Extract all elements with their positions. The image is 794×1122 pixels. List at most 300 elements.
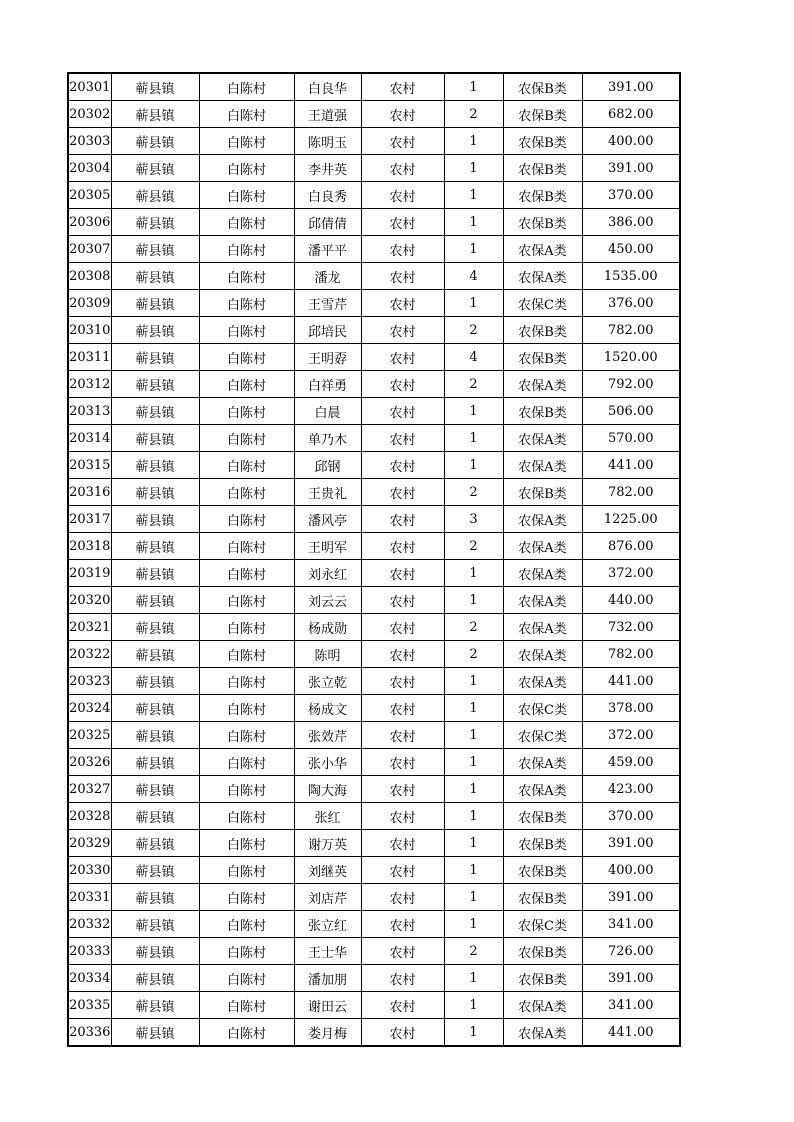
household-type-cell: 农村 <box>361 695 444 722</box>
town-cell: 蕲县镇 <box>111 857 199 884</box>
amount-cell: 400.00 <box>582 857 680 884</box>
row-id-cell: 20312 <box>68 371 111 398</box>
welfare-table <box>67 72 681 1047</box>
town-cell: 蕲县镇 <box>111 938 199 965</box>
amount-cell: 782.00 <box>582 317 680 344</box>
row-id-cell: 20331 <box>68 884 111 911</box>
amount-cell: 423.00 <box>582 776 680 803</box>
name-cell: 刘云云 <box>294 587 361 614</box>
household-type-cell: 农村 <box>361 506 444 533</box>
category-cell: 农保B类 <box>503 155 582 182</box>
town-cell: 蕲县镇 <box>111 830 199 857</box>
household-type-cell: 农村 <box>361 560 444 587</box>
town-cell: 蕲县镇 <box>111 236 199 263</box>
town-cell: 蕲县镇 <box>111 911 199 938</box>
household-type-cell: 农村 <box>361 992 444 1019</box>
category-cell: 农保B类 <box>503 803 582 830</box>
row-id-cell: 20334 <box>68 965 111 992</box>
village-cell: 白陈村 <box>199 722 294 749</box>
row-id-cell: 20333 <box>68 938 111 965</box>
village-cell: 白陈村 <box>199 614 294 641</box>
row-id-cell: 20327 <box>68 776 111 803</box>
town-cell: 蕲县镇 <box>111 992 199 1019</box>
row-id-cell: 20325 <box>68 722 111 749</box>
table-row <box>68 938 680 965</box>
category-cell: 农保A类 <box>503 614 582 641</box>
member-count-cell: 2 <box>444 641 503 668</box>
household-type-cell: 农村 <box>361 155 444 182</box>
amount-cell: 378.00 <box>582 695 680 722</box>
category-cell: 农保B类 <box>503 128 582 155</box>
town-cell: 蕲县镇 <box>111 668 199 695</box>
row-id-cell: 20305 <box>68 182 111 209</box>
member-count-cell: 1 <box>444 776 503 803</box>
row-id-cell: 20307 <box>68 236 111 263</box>
town-cell: 蕲县镇 <box>111 533 199 560</box>
name-cell: 王明军 <box>294 533 361 560</box>
household-type-cell: 农村 <box>361 749 444 776</box>
category-cell: 农保A类 <box>503 1019 582 1047</box>
member-count-cell: 2 <box>444 101 503 128</box>
table-row <box>68 857 680 884</box>
name-cell: 邱培民 <box>294 317 361 344</box>
amount-cell: 376.00 <box>582 290 680 317</box>
household-type-cell: 农村 <box>361 911 444 938</box>
name-cell: 白良秀 <box>294 182 361 209</box>
village-cell: 白陈村 <box>199 641 294 668</box>
table-row <box>68 695 680 722</box>
name-cell: 王贵礼 <box>294 479 361 506</box>
town-cell: 蕲县镇 <box>111 614 199 641</box>
category-cell: 农保A类 <box>503 371 582 398</box>
amount-cell: 370.00 <box>582 803 680 830</box>
amount-cell: 792.00 <box>582 371 680 398</box>
household-type-cell: 农村 <box>361 73 444 101</box>
category-cell: 农保B类 <box>503 101 582 128</box>
name-cell: 陈明玉 <box>294 128 361 155</box>
name-cell: 杨成文 <box>294 695 361 722</box>
category-cell: 农保B类 <box>503 398 582 425</box>
amount-cell: 782.00 <box>582 641 680 668</box>
category-cell: 农保C类 <box>503 911 582 938</box>
amount-cell: 391.00 <box>582 830 680 857</box>
table-row <box>68 992 680 1019</box>
town-cell: 蕲县镇 <box>111 641 199 668</box>
town-cell: 蕲县镇 <box>111 965 199 992</box>
town-cell: 蕲县镇 <box>111 317 199 344</box>
town-cell: 蕲县镇 <box>111 884 199 911</box>
spreadsheet-page <box>67 72 681 1047</box>
table-row <box>68 533 680 560</box>
name-cell: 张立乾 <box>294 668 361 695</box>
household-type-cell: 农村 <box>361 803 444 830</box>
member-count-cell: 1 <box>444 992 503 1019</box>
household-type-cell: 农村 <box>361 884 444 911</box>
table-row <box>68 560 680 587</box>
village-cell: 白陈村 <box>199 73 294 101</box>
name-cell: 杨成勋 <box>294 614 361 641</box>
name-cell: 陶大海 <box>294 776 361 803</box>
row-id-cell: 20321 <box>68 614 111 641</box>
town-cell: 蕲县镇 <box>111 749 199 776</box>
row-id-cell: 20323 <box>68 668 111 695</box>
table-row <box>68 182 680 209</box>
member-count-cell: 1 <box>444 452 503 479</box>
table-row <box>68 344 680 371</box>
category-cell: 农保C类 <box>503 290 582 317</box>
table-row <box>68 155 680 182</box>
amount-cell: 372.00 <box>582 722 680 749</box>
village-cell: 白陈村 <box>199 371 294 398</box>
amount-cell: 391.00 <box>582 73 680 101</box>
row-id-cell: 20335 <box>68 992 111 1019</box>
household-type-cell: 农村 <box>361 1019 444 1047</box>
member-count-cell: 4 <box>444 263 503 290</box>
row-id-cell: 20336 <box>68 1019 111 1047</box>
category-cell: 农保A类 <box>503 587 582 614</box>
table-row <box>68 398 680 425</box>
name-cell: 潘风亭 <box>294 506 361 533</box>
row-id-cell: 20310 <box>68 317 111 344</box>
table-row <box>68 641 680 668</box>
town-cell: 蕲县镇 <box>111 398 199 425</box>
table-row <box>68 965 680 992</box>
name-cell: 潘加朋 <box>294 965 361 992</box>
row-id-cell: 20329 <box>68 830 111 857</box>
town-cell: 蕲县镇 <box>111 155 199 182</box>
table-row <box>68 830 680 857</box>
member-count-cell: 2 <box>444 479 503 506</box>
category-cell: 农保A类 <box>503 668 582 695</box>
row-id-cell: 20317 <box>68 506 111 533</box>
row-id-cell: 20309 <box>68 290 111 317</box>
name-cell: 张立红 <box>294 911 361 938</box>
village-cell: 白陈村 <box>199 587 294 614</box>
table-row <box>68 290 680 317</box>
table-row <box>68 749 680 776</box>
village-cell: 白陈村 <box>199 317 294 344</box>
village-cell: 白陈村 <box>199 884 294 911</box>
name-cell: 白晨 <box>294 398 361 425</box>
category-cell: 农保B类 <box>503 479 582 506</box>
row-id-cell: 20324 <box>68 695 111 722</box>
village-cell: 白陈村 <box>199 155 294 182</box>
amount-cell: 386.00 <box>582 209 680 236</box>
name-cell: 邱倩倩 <box>294 209 361 236</box>
member-count-cell: 1 <box>444 128 503 155</box>
row-id-cell: 20308 <box>68 263 111 290</box>
row-id-cell: 20302 <box>68 101 111 128</box>
amount-cell: 372.00 <box>582 560 680 587</box>
table-row <box>68 668 680 695</box>
village-cell: 白陈村 <box>199 776 294 803</box>
category-cell: 农保B类 <box>503 73 582 101</box>
amount-cell: 876.00 <box>582 533 680 560</box>
name-cell: 谢万英 <box>294 830 361 857</box>
town-cell: 蕲县镇 <box>111 209 199 236</box>
category-cell: 农保A类 <box>503 533 582 560</box>
category-cell: 农保C类 <box>503 722 582 749</box>
household-type-cell: 农村 <box>361 641 444 668</box>
category-cell: 农保A类 <box>503 641 582 668</box>
town-cell: 蕲县镇 <box>111 1019 199 1047</box>
village-cell: 白陈村 <box>199 290 294 317</box>
category-cell: 农保B类 <box>503 182 582 209</box>
row-id-cell: 20332 <box>68 911 111 938</box>
village-cell: 白陈村 <box>199 668 294 695</box>
household-type-cell: 农村 <box>361 830 444 857</box>
village-cell: 白陈村 <box>199 263 294 290</box>
town-cell: 蕲县镇 <box>111 722 199 749</box>
amount-cell: 341.00 <box>582 992 680 1019</box>
household-type-cell: 农村 <box>361 182 444 209</box>
category-cell: 农保A类 <box>503 506 582 533</box>
household-type-cell: 农村 <box>361 128 444 155</box>
table-row <box>68 884 680 911</box>
table-row <box>68 614 680 641</box>
household-type-cell: 农村 <box>361 209 444 236</box>
category-cell: 农保B类 <box>503 938 582 965</box>
amount-cell: 459.00 <box>582 749 680 776</box>
member-count-cell: 2 <box>444 533 503 560</box>
table-row <box>68 587 680 614</box>
town-cell: 蕲县镇 <box>111 587 199 614</box>
table-row <box>68 317 680 344</box>
name-cell: 潘平平 <box>294 236 361 263</box>
row-id-cell: 20315 <box>68 452 111 479</box>
village-cell: 白陈村 <box>199 425 294 452</box>
amount-cell: 682.00 <box>582 101 680 128</box>
name-cell: 刘永红 <box>294 560 361 587</box>
name-cell: 王明孬 <box>294 344 361 371</box>
household-type-cell: 农村 <box>361 371 444 398</box>
name-cell: 白良华 <box>294 73 361 101</box>
row-id-cell: 20314 <box>68 425 111 452</box>
household-type-cell: 农村 <box>361 263 444 290</box>
table-row <box>68 479 680 506</box>
household-type-cell: 农村 <box>361 452 444 479</box>
household-type-cell: 农村 <box>361 938 444 965</box>
row-id-cell: 20326 <box>68 749 111 776</box>
row-id-cell: 20328 <box>68 803 111 830</box>
category-cell: 农保A类 <box>503 236 582 263</box>
amount-cell: 1535.00 <box>582 263 680 290</box>
town-cell: 蕲县镇 <box>111 128 199 155</box>
table-row <box>68 506 680 533</box>
household-type-cell: 农村 <box>361 533 444 560</box>
village-cell: 白陈村 <box>199 857 294 884</box>
member-count-cell: 2 <box>444 371 503 398</box>
amount-cell: 391.00 <box>582 155 680 182</box>
town-cell: 蕲县镇 <box>111 182 199 209</box>
name-cell: 娄月梅 <box>294 1019 361 1047</box>
name-cell: 张效芹 <box>294 722 361 749</box>
town-cell: 蕲县镇 <box>111 101 199 128</box>
table-row <box>68 128 680 155</box>
category-cell: 农保B类 <box>503 857 582 884</box>
table-row <box>68 1019 680 1047</box>
town-cell: 蕲县镇 <box>111 803 199 830</box>
amount-cell: 450.00 <box>582 236 680 263</box>
member-count-cell: 2 <box>444 317 503 344</box>
town-cell: 蕲县镇 <box>111 506 199 533</box>
household-type-cell: 农村 <box>361 668 444 695</box>
member-count-cell: 1 <box>444 830 503 857</box>
village-cell: 白陈村 <box>199 101 294 128</box>
table-row <box>68 371 680 398</box>
village-cell: 白陈村 <box>199 992 294 1019</box>
village-cell: 白陈村 <box>199 830 294 857</box>
village-cell: 白陈村 <box>199 182 294 209</box>
name-cell: 王雪芹 <box>294 290 361 317</box>
village-cell: 白陈村 <box>199 479 294 506</box>
row-id-cell: 20318 <box>68 533 111 560</box>
household-type-cell: 农村 <box>361 722 444 749</box>
member-count-cell: 1 <box>444 587 503 614</box>
village-cell: 白陈村 <box>199 533 294 560</box>
row-id-cell: 20320 <box>68 587 111 614</box>
member-count-cell: 1 <box>444 749 503 776</box>
member-count-cell: 1 <box>444 722 503 749</box>
name-cell: 李井英 <box>294 155 361 182</box>
town-cell: 蕲县镇 <box>111 479 199 506</box>
village-cell: 白陈村 <box>199 506 294 533</box>
member-count-cell: 1 <box>444 1019 503 1047</box>
amount-cell: 441.00 <box>582 668 680 695</box>
row-id-cell: 20304 <box>68 155 111 182</box>
amount-cell: 506.00 <box>582 398 680 425</box>
amount-cell: 1225.00 <box>582 506 680 533</box>
member-count-cell: 1 <box>444 560 503 587</box>
village-cell: 白陈村 <box>199 452 294 479</box>
village-cell: 白陈村 <box>199 695 294 722</box>
category-cell: 农保B类 <box>503 884 582 911</box>
village-cell: 白陈村 <box>199 560 294 587</box>
table-row <box>68 73 680 101</box>
name-cell: 陈明 <box>294 641 361 668</box>
table-row <box>68 101 680 128</box>
village-cell: 白陈村 <box>199 209 294 236</box>
town-cell: 蕲县镇 <box>111 695 199 722</box>
member-count-cell: 1 <box>444 911 503 938</box>
household-type-cell: 农村 <box>361 857 444 884</box>
village-cell: 白陈村 <box>199 398 294 425</box>
amount-cell: 726.00 <box>582 938 680 965</box>
table-row <box>68 776 680 803</box>
member-count-cell: 1 <box>444 965 503 992</box>
amount-cell: 441.00 <box>582 1019 680 1047</box>
amount-cell: 1520.00 <box>582 344 680 371</box>
category-cell: 农保B类 <box>503 344 582 371</box>
member-count-cell: 1 <box>444 182 503 209</box>
village-cell: 白陈村 <box>199 965 294 992</box>
household-type-cell: 农村 <box>361 317 444 344</box>
town-cell: 蕲县镇 <box>111 560 199 587</box>
member-count-cell: 1 <box>444 73 503 101</box>
member-count-cell: 4 <box>444 344 503 371</box>
village-cell: 白陈村 <box>199 1019 294 1047</box>
row-id-cell: 20319 <box>68 560 111 587</box>
member-count-cell: 1 <box>444 857 503 884</box>
category-cell: 农保A类 <box>503 452 582 479</box>
name-cell: 张小华 <box>294 749 361 776</box>
member-count-cell: 1 <box>444 803 503 830</box>
member-count-cell: 1 <box>444 695 503 722</box>
town-cell: 蕲县镇 <box>111 776 199 803</box>
row-id-cell: 20301 <box>68 73 111 101</box>
amount-cell: 732.00 <box>582 614 680 641</box>
row-id-cell: 20303 <box>68 128 111 155</box>
name-cell: 刘继英 <box>294 857 361 884</box>
town-cell: 蕲县镇 <box>111 73 199 101</box>
member-count-cell: 1 <box>444 236 503 263</box>
table-row <box>68 263 680 290</box>
amount-cell: 440.00 <box>582 587 680 614</box>
member-count-cell: 1 <box>444 290 503 317</box>
village-cell: 白陈村 <box>199 344 294 371</box>
name-cell: 谢田云 <box>294 992 361 1019</box>
household-type-cell: 农村 <box>361 965 444 992</box>
amount-cell: 570.00 <box>582 425 680 452</box>
category-cell: 农保A类 <box>503 425 582 452</box>
name-cell: 刘店芹 <box>294 884 361 911</box>
town-cell: 蕲县镇 <box>111 371 199 398</box>
table-row <box>68 911 680 938</box>
table-row <box>68 236 680 263</box>
amount-cell: 391.00 <box>582 965 680 992</box>
amount-cell: 370.00 <box>582 182 680 209</box>
household-type-cell: 农村 <box>361 236 444 263</box>
amount-cell: 400.00 <box>582 128 680 155</box>
member-count-cell: 3 <box>444 506 503 533</box>
category-cell: 农保A类 <box>503 992 582 1019</box>
village-cell: 白陈村 <box>199 938 294 965</box>
table-row <box>68 209 680 236</box>
member-count-cell: 1 <box>444 668 503 695</box>
village-cell: 白陈村 <box>199 911 294 938</box>
category-cell: 农保C类 <box>503 695 582 722</box>
amount-cell: 441.00 <box>582 452 680 479</box>
town-cell: 蕲县镇 <box>111 263 199 290</box>
name-cell: 白祥勇 <box>294 371 361 398</box>
member-count-cell: 2 <box>444 614 503 641</box>
amount-cell: 341.00 <box>582 911 680 938</box>
row-id-cell: 20322 <box>68 641 111 668</box>
row-id-cell: 20311 <box>68 344 111 371</box>
row-id-cell: 20306 <box>68 209 111 236</box>
category-cell: 农保B类 <box>503 209 582 236</box>
name-cell: 张红 <box>294 803 361 830</box>
household-type-cell: 农村 <box>361 398 444 425</box>
member-count-cell: 1 <box>444 884 503 911</box>
household-type-cell: 农村 <box>361 425 444 452</box>
amount-cell: 391.00 <box>582 884 680 911</box>
town-cell: 蕲县镇 <box>111 290 199 317</box>
row-id-cell: 20330 <box>68 857 111 884</box>
household-type-cell: 农村 <box>361 344 444 371</box>
table-row <box>68 425 680 452</box>
member-count-cell: 2 <box>444 938 503 965</box>
amount-cell: 782.00 <box>582 479 680 506</box>
category-cell: 农保A类 <box>503 776 582 803</box>
member-count-cell: 1 <box>444 425 503 452</box>
village-cell: 白陈村 <box>199 236 294 263</box>
household-type-cell: 农村 <box>361 776 444 803</box>
name-cell: 王道强 <box>294 101 361 128</box>
household-type-cell: 农村 <box>361 290 444 317</box>
name-cell: 潘龙 <box>294 263 361 290</box>
category-cell: 农保A类 <box>503 560 582 587</box>
